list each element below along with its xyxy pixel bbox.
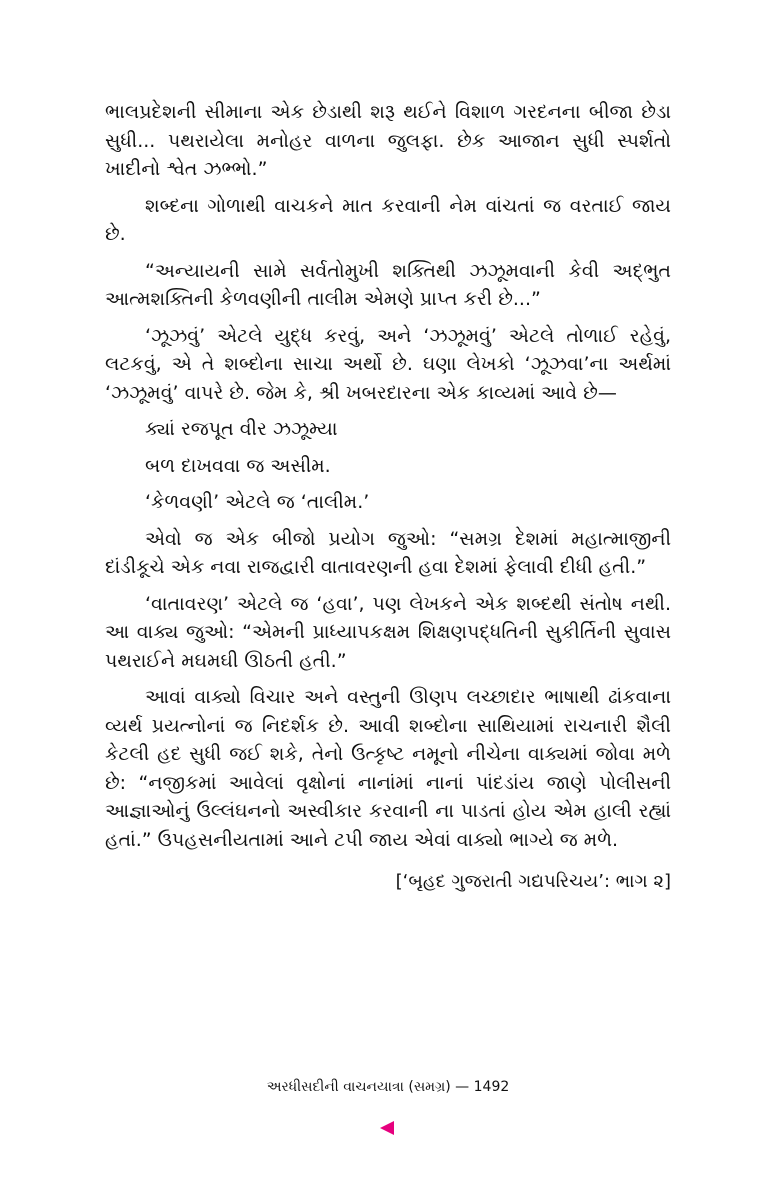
page-footer: અરધીસદીની વાચનયાત્રા (સમગ્ર) — 1492 <box>266 1079 510 1095</box>
paragraph-8: આવાં વાક્યો વિચાર અને વસ્તુની ઊણપ લચ્છાદાર ભાષાથી ઢાંકવાના વ્યર્થ પ્રયત્નોનાં જ નિદર્શક છે. આવી શબ્દોના સાથિયામાં રાચનારી શૈલી કેટલી હદ સુધી જઈ શકે, તેનો ઉત્કૃષ્ટ નમૂનો નીચેના વાક્યમાં જોવા મળે છે: “નજીકમાં આવેલાં વૃક્ષોનાં નાનાંમાં નાનાં પાંદડાંય જાણે પોલીસની આજ્ઞાઓનું ઉલ્લંઘનનો અસ્વીકાર કરવાની ના પાડતાં હોય એમ હાલી રહ્યાં હતાં.” ઉપહસનીયતામાં આને ટપી જાય એવાં વાક્યો ભાગ્યે જ મળે. <box>105 686 671 851</box>
paragraph-6: એવો જ એક બીજો પ્રયોગ જુઓ: “સમગ્ર દેશમાં મહાત્માજીની દાંડીકૂચે એક નવા રાજદ્વારી વાતાવરણની હવા દેશમાં ફેલાવી દીધી હતી.” <box>105 527 671 578</box>
verse-line-1: ક્યાં રજપૂત વીર ઝઝૂમ્યા <box>145 418 338 440</box>
paragraph-4: ‘ઝૂઝવું’ એટલે યુદ્ધ કરવું, અને ‘ઝઝૂમવું’ એટલે તોળાઈ રહેવું, લટકવું, એ તે શબ્દોના સાચા અર્થો છે. ઘણા લેખકો ‘ઝૂઝવા’ના અર્થમાં ‘ઝઝૂમવું’ વાપરે છે. જેમ કે, શ્રી ખબરદારના એક કાવ્યમાં આવે છે— <box>105 324 671 404</box>
paragraph-2: શબ્દના ગોળાથી વાચકને માત કરવાની નેમ વાંચતાં જ વરતાઈ જાય છે. <box>105 194 671 245</box>
paragraph-7: ‘વાતાવરણ’ એટલે જ ‘હવા’, પણ લેખકને એક શબ્દથી સંતોષ નથી. આ વાક્ય જુઓ: “એમની પ્રાધ્યાપકક્ષમ શિક્ષણપદ્ધતિની સુકીર્તિની સુવાસ પથરાઈને મઘમઘી ઊઠતી હતી.” <box>105 592 671 672</box>
source-citation: [‘બૃહદ ગુજરાતી ગદ્યપરિચય’: ભાગ ૨] <box>395 871 671 892</box>
paragraph-3: “અન્યાયની સામે સર્વતોમુખી શક્તિથી ઝઝૂમવાની કેવી અદ્ભુત આત્મશક્તિની કેળવણીની તાલીમ એમણે પ્રાપ્ત કરી છે...” <box>105 259 671 310</box>
paragraph-5: ‘કેળવણી’ એટલે જ ‘તાલીમ.’ <box>145 491 370 513</box>
paragraph-1: ભાલપ્રદેશની સીમાના એક છેડાથી શરૂ થઈને વિશાળ ગરદનના બીજા છેડા સુધી... પથરાયેલા મનોહર વાળના જુલફા. છેક આજાન સુધી સ્પર્શતો ખાદીનો શ્વેત ઝભ્ભો.” <box>105 101 671 180</box>
page-body <box>105 98 671 896</box>
verse-line-2: બળ દાખવવા જ અસીમ. <box>145 454 331 477</box>
previous-page-arrow-icon[interactable] <box>380 1121 394 1135</box>
